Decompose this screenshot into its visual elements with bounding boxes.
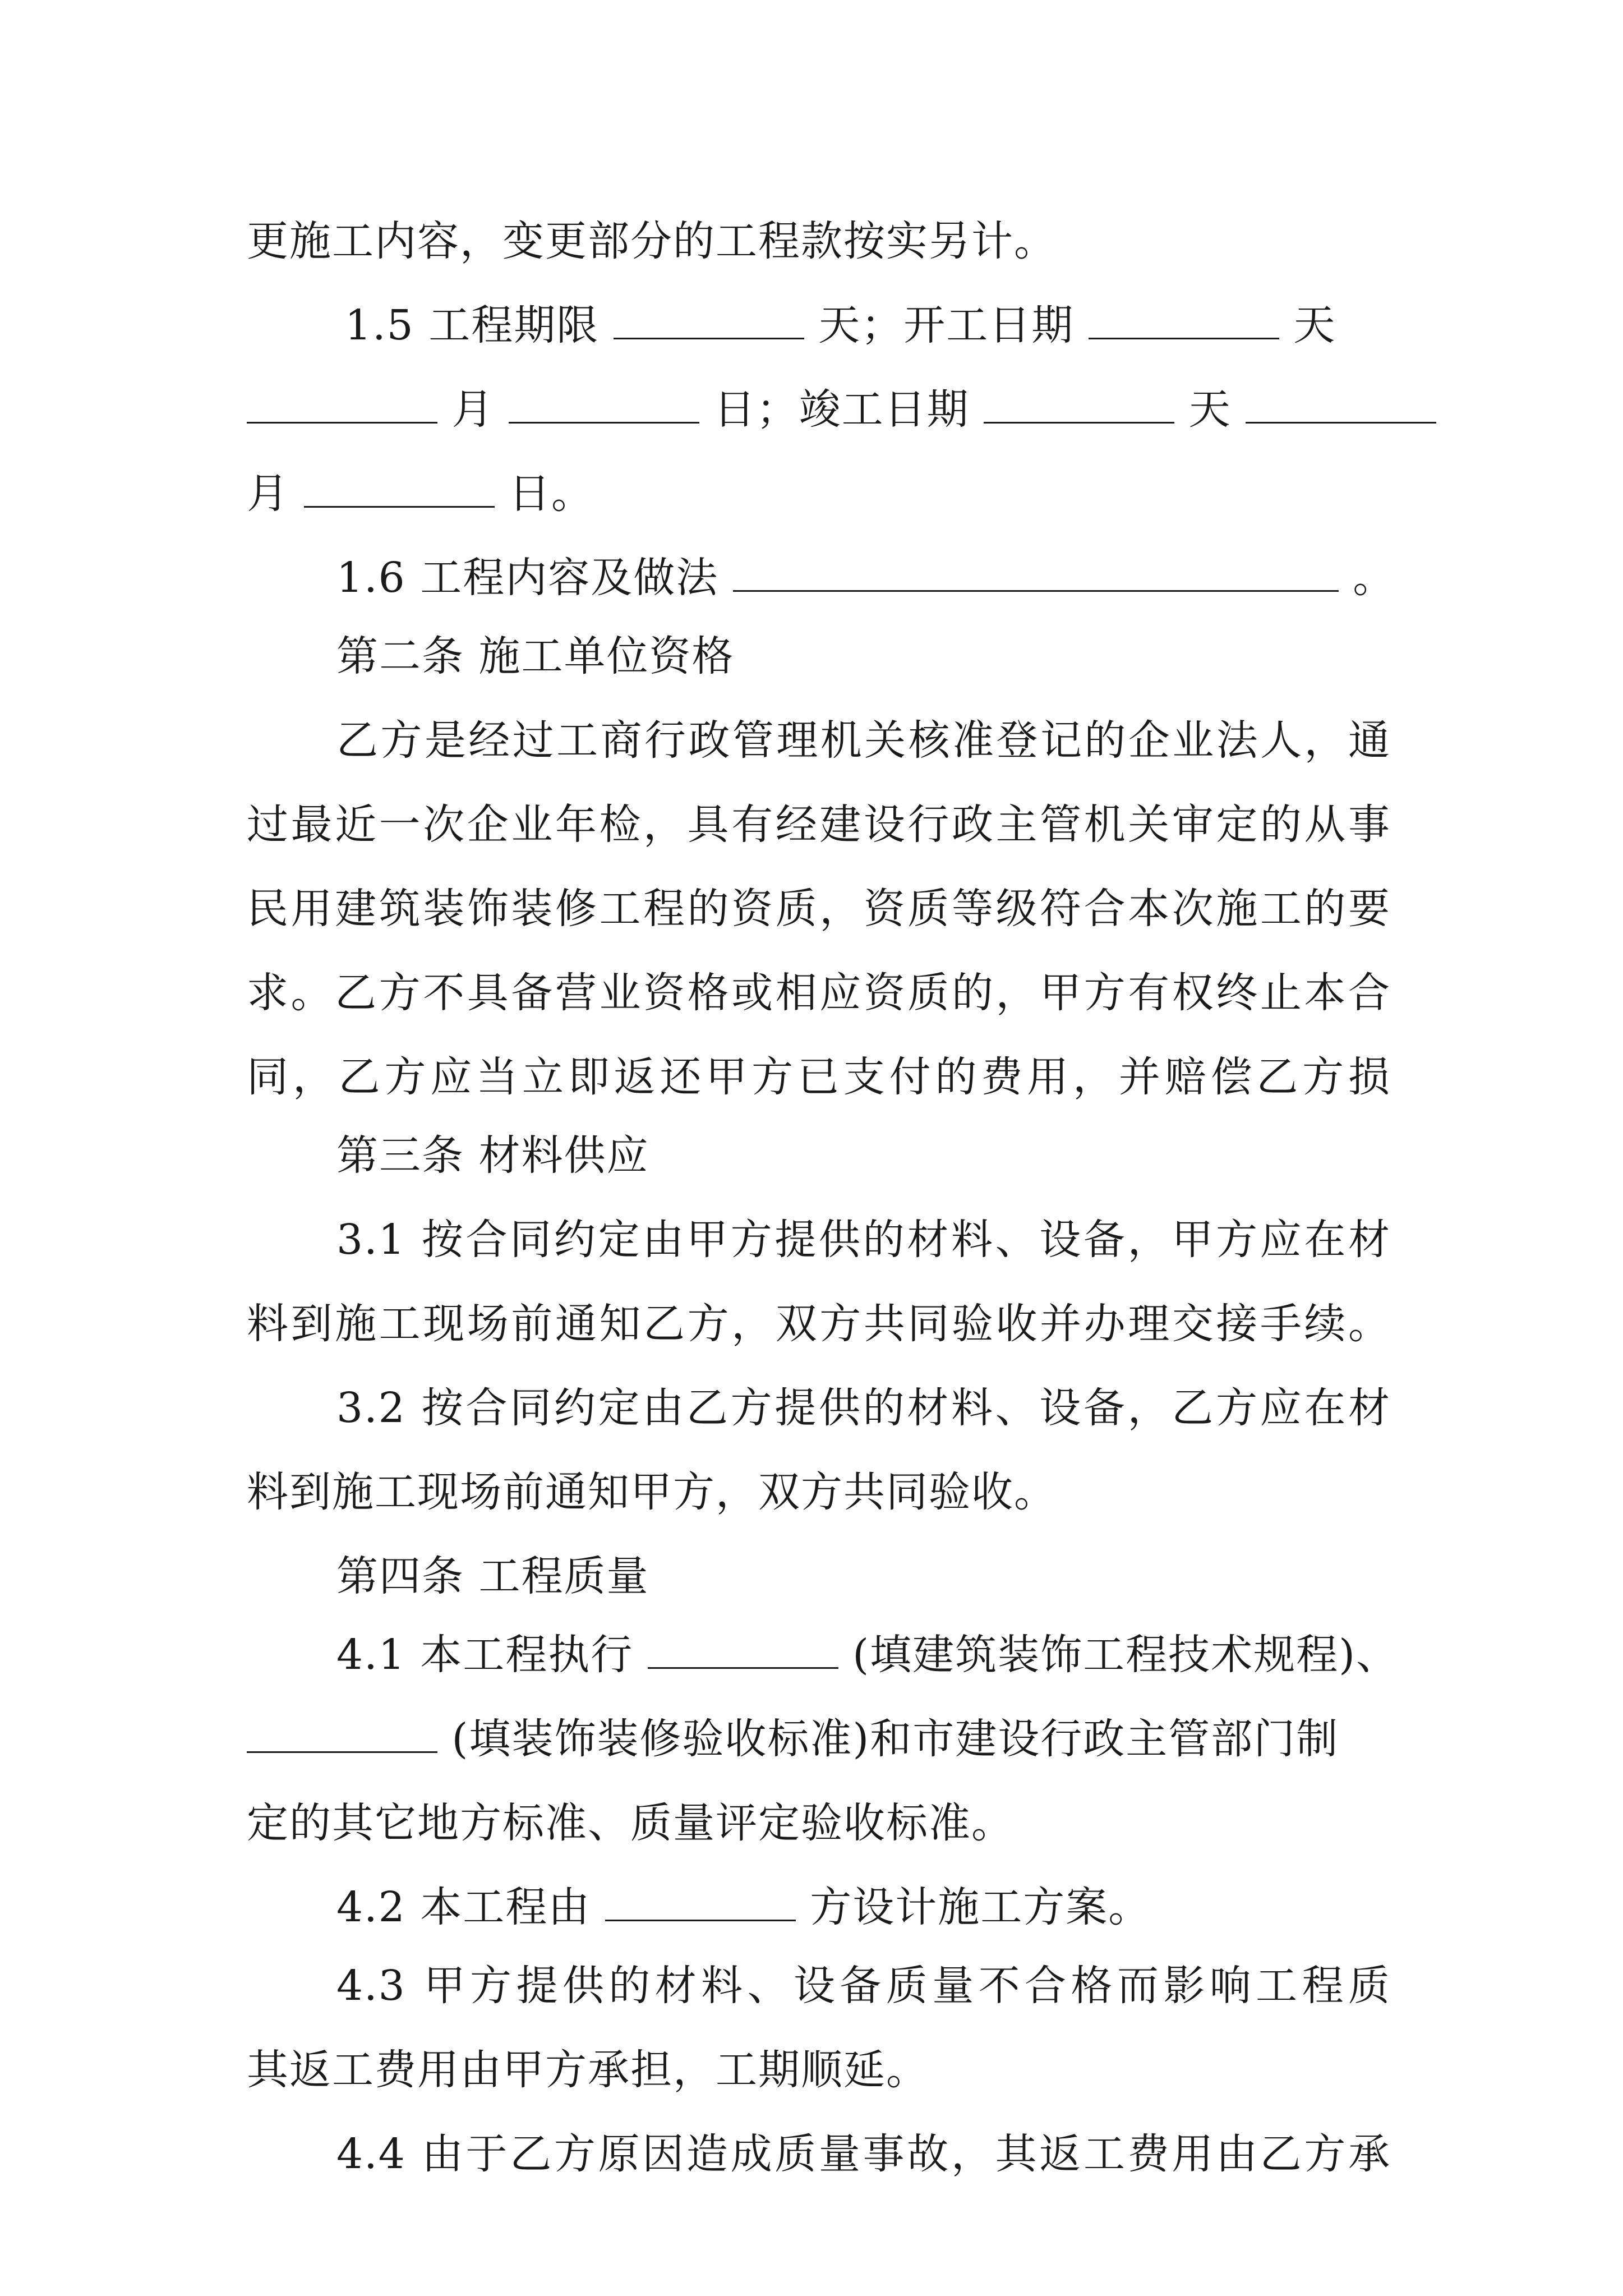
text: 月 bbox=[451, 385, 495, 434]
text: 1.5 工程期限 bbox=[345, 301, 600, 349]
text: (填建筑装饰工程技术规程)、 bbox=[852, 1631, 1399, 1679]
paragraph-line bbox=[247, 460, 1391, 527]
text: 求。乙方不具备营业资格或相应资质的，甲方有权终止本合 bbox=[247, 969, 1391, 1017]
paragraph-line bbox=[247, 1043, 1391, 1111]
text: 天；开工日期 bbox=[818, 301, 1075, 349]
paragraph-line bbox=[247, 1789, 1391, 1857]
blank-field[interactable] bbox=[733, 558, 1339, 592]
text: 同，乙方应当立即返还甲方已支付的费用，并赔偿乙方损 bbox=[247, 1053, 1391, 1101]
section-heading-4 bbox=[336, 1543, 1391, 1610]
paragraph-line bbox=[247, 208, 1391, 275]
paragraph-line bbox=[247, 376, 1391, 443]
text: 天 bbox=[1188, 385, 1232, 434]
section-heading-3 bbox=[336, 1122, 1391, 1189]
blank-field[interactable] bbox=[1089, 305, 1279, 339]
text: 料到施工现场前通知甲方，双方共同验收。 bbox=[247, 1468, 1057, 1516]
text: 民用建筑装饰装修工程的资质，资质等级符合本次施工的要 bbox=[247, 885, 1391, 933]
text: 4.2 本工程由 bbox=[336, 1883, 591, 1931]
text: 3.1 按合同约定由甲方提供的材料、设备，甲方应在材 bbox=[336, 1216, 1391, 1264]
text: 4.1 本工程执行 bbox=[336, 1631, 634, 1679]
blank-field[interactable] bbox=[648, 1635, 838, 1669]
paragraph-line-3-2 bbox=[336, 1374, 1391, 1442]
paragraph-line-3-1 bbox=[336, 1206, 1391, 1273]
heading-text: 第三条 材料供应 bbox=[336, 1131, 649, 1180]
heading-text: 第二条 施工单位资格 bbox=[336, 632, 735, 680]
blank-field[interactable] bbox=[304, 473, 495, 508]
text: 乙方是经过工商行政管理机关核准登记的企业法人，通 bbox=[336, 716, 1391, 765]
text: 4.4 由于乙方原因造成质量事故，其返工费用由乙方承 bbox=[336, 2130, 1391, 2178]
paragraph-line-4-4 bbox=[336, 2120, 1391, 2188]
text: (填装饰装修验收标准)和市建设行政主管部门制 bbox=[451, 1715, 1339, 1763]
section-heading-2 bbox=[336, 623, 1391, 690]
text: 4.3 甲方提供的材料、设备质量不合格而影响工程质 bbox=[336, 1962, 1391, 2010]
paragraph-line-4-3 bbox=[336, 1952, 1391, 2019]
paragraph-line bbox=[247, 2036, 1391, 2104]
text: 月 bbox=[247, 470, 289, 518]
paragraph-line bbox=[336, 707, 1391, 774]
blank-field[interactable] bbox=[614, 305, 804, 339]
paragraph-line bbox=[247, 875, 1391, 942]
paragraph-line bbox=[247, 959, 1391, 1027]
blank-field[interactable] bbox=[1246, 389, 1436, 424]
text: 1.6 工程内容及做法 bbox=[336, 554, 719, 602]
paragraph-line bbox=[247, 1290, 1391, 1358]
text: 更施工内容，变更部分的工程款按实另计。 bbox=[247, 217, 1057, 265]
text: 方设计施工方案。 bbox=[810, 1883, 1151, 1931]
text: 3.2 按合同约定由乙方提供的材料、设备，乙方应在材 bbox=[336, 1384, 1391, 1432]
paragraph-line bbox=[247, 791, 1391, 858]
paragraph-line-4-2 bbox=[336, 1874, 1391, 1941]
text: 日。 bbox=[509, 470, 594, 518]
paragraph-line-1-5 bbox=[345, 292, 1391, 359]
paragraph-line bbox=[247, 1705, 1391, 1773]
blank-field[interactable] bbox=[984, 389, 1174, 424]
text: 日；竣工日期 bbox=[713, 385, 970, 434]
text: 过最近一次企业年检，具有经建设行政主管机关审定的从事 bbox=[247, 800, 1391, 849]
blank-field[interactable] bbox=[247, 389, 437, 424]
text: 其返工费用由甲方承担，工期顺延。 bbox=[247, 2046, 929, 2094]
text: 。 bbox=[1353, 554, 1396, 602]
blank-field[interactable] bbox=[605, 1887, 796, 1921]
paragraph-line bbox=[247, 1458, 1391, 1526]
paragraph-line-1-6 bbox=[336, 544, 1396, 611]
heading-text: 第四条 工程质量 bbox=[336, 1552, 649, 1600]
text: 料到施工现场前通知乙方，双方共同验收并办理交接手续。 bbox=[247, 1300, 1391, 1348]
text: 天 bbox=[1293, 301, 1336, 349]
blank-field[interactable] bbox=[509, 389, 699, 424]
paragraph-line-4-1 bbox=[336, 1621, 1399, 1688]
text: 定的其它地方标准、质量评定验收标准。 bbox=[247, 1799, 1014, 1847]
blank-field[interactable] bbox=[247, 1719, 437, 1753]
